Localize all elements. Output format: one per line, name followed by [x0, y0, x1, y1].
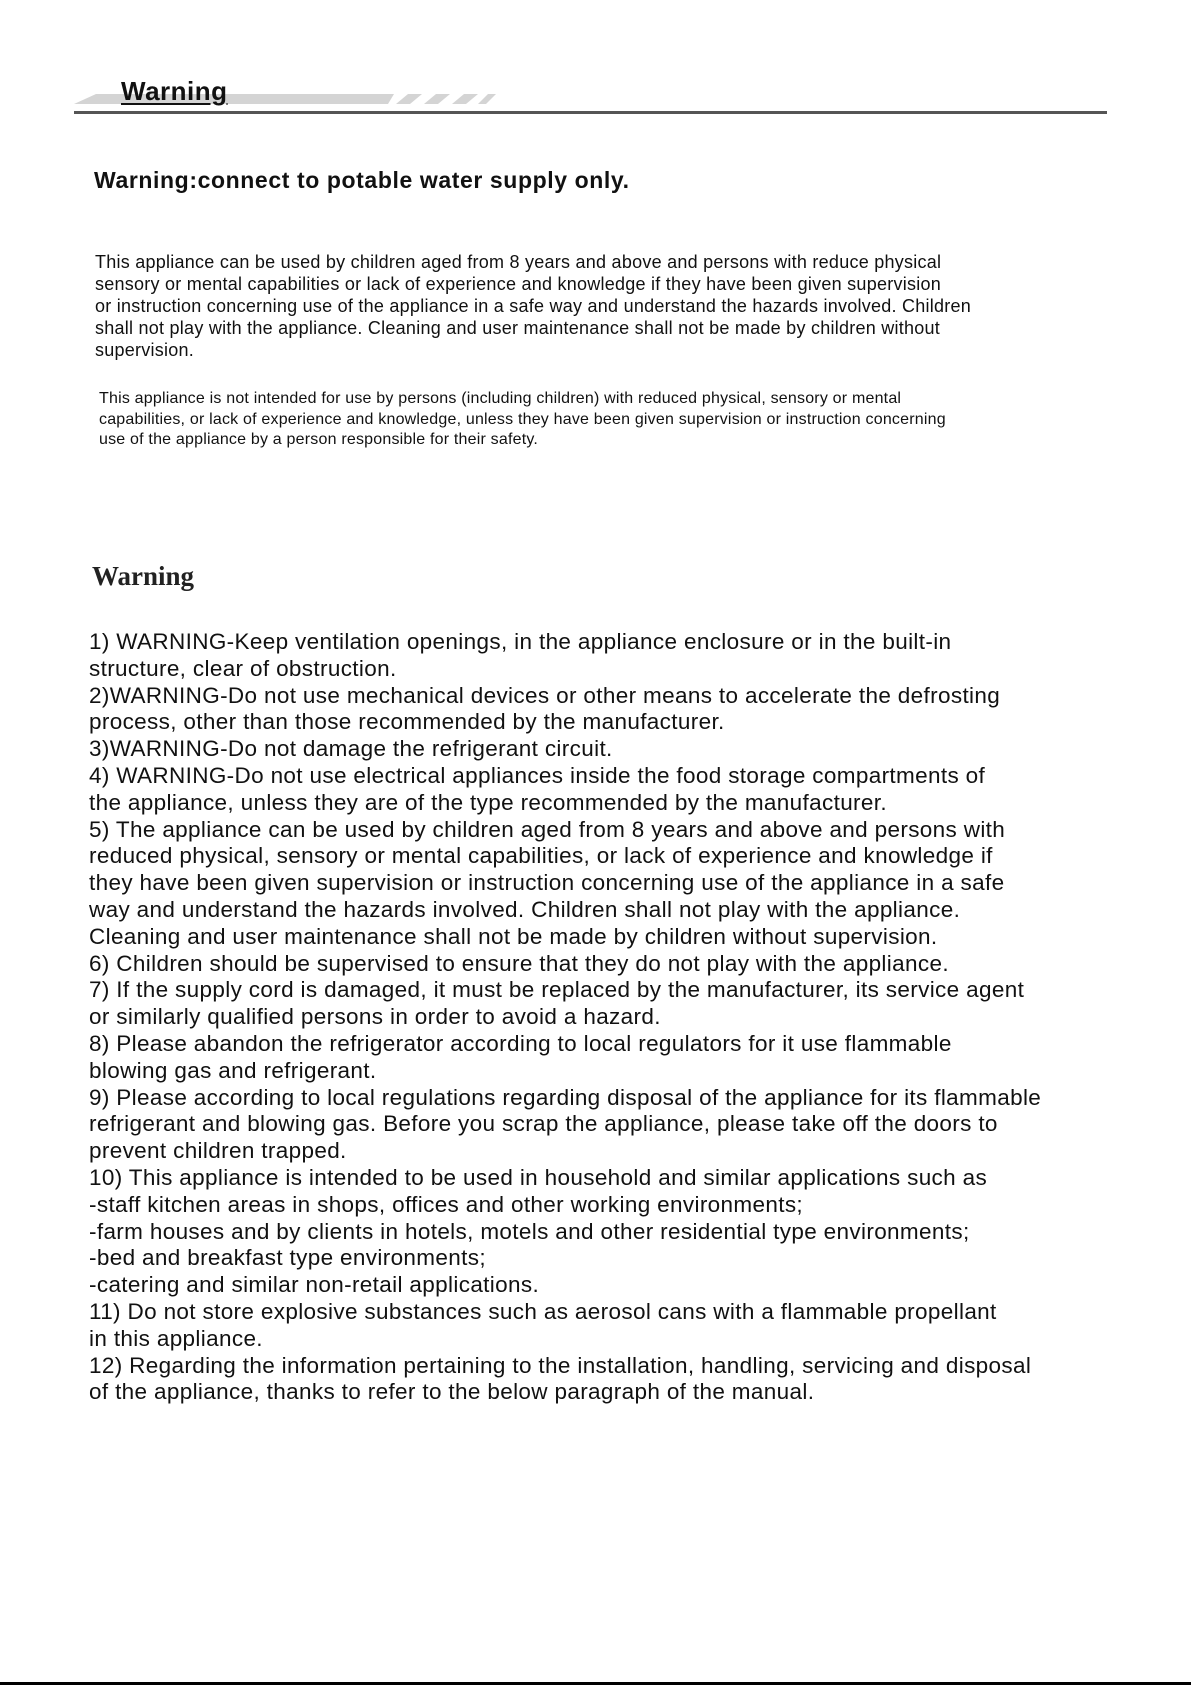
children-usage-paragraph — [95, 251, 1175, 361]
header-stripe — [452, 94, 478, 104]
warning-list-line: -catering and similar non-retail applications. — [89, 1272, 540, 1298]
warning-list-line: blowing gas and refrigerant. — [89, 1057, 377, 1083]
warning-list-line: 4) WARNING-Do not use electrical appliances inside the food storage compartments of — [89, 762, 986, 788]
warning-list-line: -farm houses and by clients in hotels, motels and other residential type environments; — [89, 1218, 970, 1244]
paragraph-line: sensory or mental capabilities or lack of experience and knowledge if they have been given supervision — [95, 274, 941, 294]
warning-list-line: 1) WARNING-Keep ventilation openings, in the appliance enclosure or in the built-in — [89, 629, 952, 654]
warning-list-line: way and understand the hazards involved. Children shall not play with the appliance. — [89, 896, 961, 922]
warning-list-line: refrigerant and blowing gas. Before you scrap the appliance, please take off the doors to — [89, 1111, 998, 1137]
warning-list-line: 5) The appliance can be used by children aged from 8 years and above and persons with — [89, 816, 1006, 842]
warning-list-line: 6) Children should be supervised to ensure that they do not play with the appliance. — [89, 950, 949, 976]
paragraph-line: This appliance can be used by children aged from 8 years and above and persons with reduce physical — [95, 252, 942, 272]
header-stripe — [478, 94, 496, 104]
header-rule — [74, 111, 1107, 114]
warning-list-line: or similarly qualified persons in order to avoid a hazard. — [89, 1004, 661, 1030]
header-banner-graphic — [74, 74, 1107, 116]
warning-list-line: 8) Please abandon the refrigerator according to local regulators for it use flammable — [89, 1030, 952, 1056]
not-intended-paragraph — [99, 389, 1179, 451]
warning-list-heading: Warning — [92, 561, 195, 591]
warning-list-line: in this appliance. — [89, 1325, 263, 1351]
warning-list-line: process, other than those recommended by the manufacturer. — [89, 709, 725, 735]
paragraph-line: capabilities, or lack of experience and knowledge, unless they have been given supervision or instruction concerning — [99, 410, 946, 428]
warning-list-line: reduced physical, sensory or mental capabilities, or lack of experience and knowledge if — [89, 843, 993, 869]
warning-list-line: 11) Do not store explosive substances such as aerosol cans with a flammable propellant — [89, 1298, 997, 1324]
header-stripe — [396, 94, 422, 104]
warning-list — [89, 629, 1189, 1406]
potable-water-warning-heading: Warning:connect to potable water supply only. — [94, 167, 630, 193]
warning-list-line: -bed and breakfast type environments; — [89, 1245, 486, 1271]
warning-list-line: 2)WARNING-Do not use mechanical devices or other means to accelerate the defrosting — [89, 682, 1001, 708]
page-title: Warning — [121, 76, 228, 106]
warning-list-line: 12) Regarding the information pertaining to the installation, handling, servicing and disposal — [89, 1352, 1032, 1378]
warning-list-line: of the appliance, thanks to refer to the below paragraph of the manual. — [89, 1379, 815, 1405]
warning-list-line: 9) Please according to local regulations regarding disposal of the appliance for its flammable — [89, 1084, 1042, 1110]
warning-list-line: 10) This appliance is intended to be used in household and similar applications such as — [89, 1164, 988, 1190]
warning-list-line: they have been given supervision or instruction concerning use of the appliance in a safe — [89, 870, 1005, 896]
paragraph-line: or instruction concerning use of the appliance in a safe way and understand the hazards involved. Children — [95, 296, 972, 316]
section-header — [74, 74, 1107, 116]
paragraph-line: supervision. — [95, 340, 195, 360]
warning-list-line: prevent children trapped. — [89, 1138, 347, 1164]
warning-list-line: Cleaning and user maintenance shall not be made by children without supervision. — [89, 923, 938, 949]
paragraph-line: use of the appliance by a person responsible for their safety. — [99, 431, 539, 448]
warning-list-line: 7) If the supply cord is damaged, it must be replaced by the manufacturer, its service agent — [89, 977, 1025, 1003]
paragraph-line: shall not play with the appliance. Cleaning and user maintenance shall not be made by children without — [95, 318, 941, 338]
warning-list-line: 3)WARNING-Do not damage the refrigerant circuit. — [89, 736, 613, 762]
paragraph-line: This appliance is not intended for use by persons (including children) with reduced physical, sensory or mental — [99, 390, 902, 407]
warning-list-line: structure, clear of obstruction. — [89, 655, 397, 681]
warning-list-line: -staff kitchen areas in shops, offices and other working environments; — [89, 1191, 804, 1217]
header-stripe — [424, 94, 450, 104]
warning-list-line: the appliance, unless they are of the type recommended by the manufacturer. — [89, 789, 887, 815]
